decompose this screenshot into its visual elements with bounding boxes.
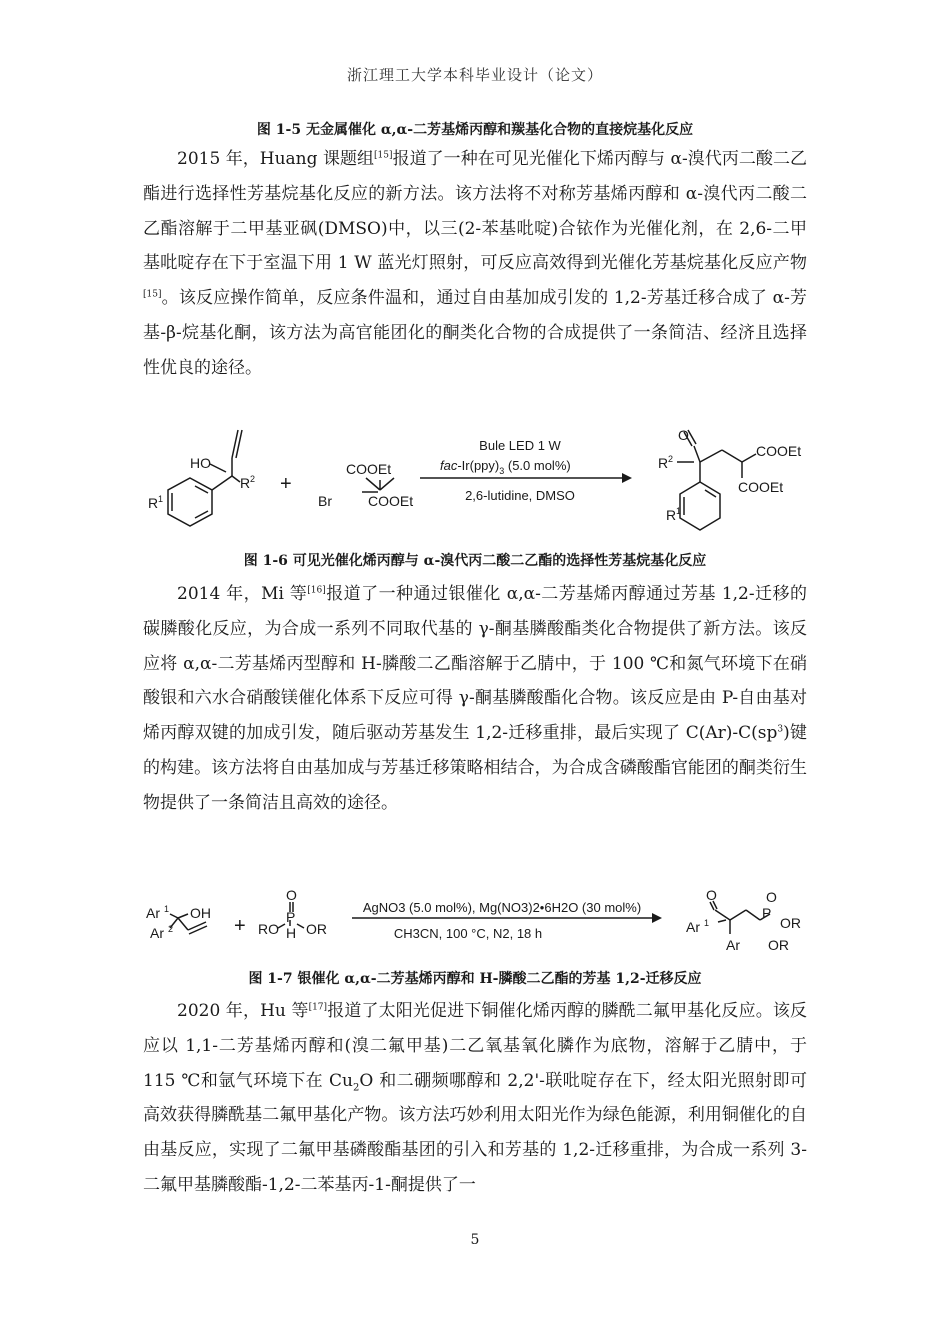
label-r1: R: [148, 495, 159, 511]
para1-text-c: 。该反应操作简单，反应条件温和，通过自由基加成引发的 1,2-芳基迁移合成了 α-芳基-β-烷基化酮，该方法为高官能团化的酮类化合物的合成提供了一条简洁、经济且选择性优良的途径。: [143, 288, 807, 378]
plus-sign: +: [280, 473, 292, 495]
label-or: OR: [306, 921, 327, 937]
citation-15b: [15]: [143, 289, 162, 300]
label-product-r2-sup: 2: [668, 454, 674, 464]
label-o: O: [678, 427, 689, 443]
reaction-scheme-1-6: [140, 420, 820, 540]
benzene-ring: [168, 478, 212, 526]
para1-text-a: 2015 年，Huang 课题组: [177, 149, 375, 169]
reaction-arrow-head: [622, 473, 632, 483]
product-benzene-ring: [680, 482, 720, 530]
label-product-r1-sup: 1: [676, 506, 682, 516]
label-product-r1: R: [666, 507, 677, 523]
label-cooet-top: COOEt: [346, 461, 392, 477]
label-product-r2: R: [658, 455, 669, 471]
label-product-cooet-1: COOEt: [756, 443, 802, 459]
label-ho: HO: [190, 455, 211, 471]
para2-text-b: 报道了一种通过银催化 α,α-二芳基烯丙醇通过芳基 1,2-迁移的碳膦酸化反应，为合成一系列不同取代基的 γ-酮基膦酸酯类化合物提供了新方法。该反应将 α,α-二芳基烯丙型醇和 H-膦酸二乙酯溶解于乙腈中，于 100 ℃和氮气环境下在硝酸银和六水合硝酸镁催化体系下反应可得 γ-酮基膦酸酯化合物。该反应是由 P-自由基对烯丙醇双键的加成引发，随后驱动芳基发生 1,2-迁移重排，最后实现了 C(Ar)-C(sp: [143, 584, 807, 744]
para2-text-c: )键的构建。该方法将自由基加成与芳基迁移策略相结合，为合成含磷酸酯官能团的酮类衍生物提供了一条简洁且高效的途径。: [143, 723, 807, 813]
figure-caption-1-7: 图 1-7 银催化 α,α-二芳基烯丙醇和 H-膦酸二乙酯的芳基 1,2-迁移反应: [248, 971, 702, 987]
plus-sign-2: +: [234, 915, 246, 937]
svg-text:2: 2: [168, 924, 174, 934]
label-product-or: OR: [780, 915, 801, 931]
label-r2: R: [240, 475, 251, 491]
condition-base-solvent: 2,6-lutidine, DMSO: [465, 488, 575, 503]
label-product-p-oxygen: O: [766, 889, 777, 905]
condition-catalyst-sub: 3: [499, 466, 505, 476]
svg-text:fac-Ir(ppy)3 (5.0 mol%): [440, 458, 571, 476]
label-product-o: O: [706, 888, 717, 903]
label-h: H: [286, 925, 297, 941]
paragraph-mi-2014: [143, 577, 807, 821]
para3-text-b: 报道了太阳光促进下铜催化烯丙醇的膦酰二氟甲基化反应。该反应以 1,1-二芳基烯丙醇和(溴二氟甲基)二乙氧基氧化膦作为底物，溶解于乙腈中，于 115 ℃和氩气环境下在 Cu: [143, 1001, 807, 1091]
condition-catalyst: -Ir(ppy): [457, 458, 500, 473]
condition-solvent-temp: CH3CN, 100 °C, N2, 18 h: [393, 926, 543, 941]
label-r2-sup: 2: [250, 474, 256, 484]
para2-text-a: 2014 年，Mi 等: [177, 584, 308, 604]
label-cooet-bottom: COOEt: [368, 493, 414, 509]
label-product-or-2: OR: [768, 937, 789, 952]
label-product-ar1: Ar: [686, 919, 700, 935]
citation-17: [17]: [308, 1002, 328, 1013]
para3-text-c: O 和二硼频哪醇和 2,2'-联吡啶存在下，经太阳光照射即可高效获得膦酰基二氟甲基化产物。该方法巧妙利用太阳光作为绿色能源，利用铜催化的自由基反应，实现了二氟甲基磷酸酯基团的引入和芳基的 1,2-迁移重排，为合成一系列 3-二氟甲基膦酸酯-1,2-二苯基丙-1-酮提供了一: [143, 1070, 807, 1195]
label-p-oxygen: O: [286, 888, 297, 903]
condition-fac: fac: [440, 458, 458, 473]
label-product-ar2: Ar: [726, 937, 740, 952]
page-number: 5: [470, 1232, 480, 1248]
citation-16: [16]: [307, 585, 326, 596]
label-ar1: Ar: [146, 905, 160, 921]
figure-caption-1-6: 图 1-6 可见光催化烯丙醇与 α-溴代丙二酸二乙酯的选择性芳基烷基化反应: [243, 553, 707, 569]
paragraph-hu-2020: [143, 994, 807, 1203]
figure-caption-1-5: 图 1-5 无金属催化 α,α-二芳基烯丙醇和羰基化合物的直接烷基化反应: [256, 122, 694, 138]
paragraph-huang-2015: [143, 142, 807, 386]
label-br: Br: [318, 493, 332, 509]
label-r1-sup: 1: [158, 494, 164, 504]
label-product-p: P: [762, 905, 772, 921]
citation-15: [15]: [374, 150, 393, 161]
sp3-superscript: 3: [777, 724, 784, 735]
condition-loading: (5.0 mol%): [504, 458, 571, 473]
reaction-arrow-head-2: [652, 913, 662, 923]
svg-text:1: 1: [164, 904, 170, 914]
condition-catalysts: AgNO3 (5.0 mol%), Mg(NO3)2•6H2O (30 mol%): [362, 900, 642, 915]
page-header: 浙江理工大学本科毕业设计（论文）: [346, 66, 603, 84]
condition-light: Bule LED 1 W: [479, 438, 561, 453]
label-product-cooet-2: COOEt: [738, 479, 784, 495]
label-ar2: Ar: [150, 925, 164, 941]
reaction-scheme-1-7: [140, 888, 820, 952]
label-phosphorus: P: [286, 909, 296, 925]
svg-text:1: 1: [704, 918, 710, 928]
cu2o-subscript: 2: [353, 1081, 360, 1093]
label-ro: RO: [258, 921, 279, 937]
para1-text-b: 报道了一种在可见光催化下烯丙醇与 α-溴代丙二酸二乙酯进行选择性芳基烷基化反应的新方法。该方法将不对称芳基烯丙醇和 α-溴代丙二酸二乙酯溶解于二甲基亚砜(DMSO)中，以三(2-苯基吡啶)合铱作为光催化剂，在 2,6-二甲基吡啶存在下于室温下用 1 W 蓝光灯照射，可反应高效得到光催化芳基烷基化反应产物: [143, 149, 807, 274]
label-oh: OH: [190, 905, 211, 921]
para3-text-a: 2020 年，Hu 等: [177, 1001, 309, 1021]
